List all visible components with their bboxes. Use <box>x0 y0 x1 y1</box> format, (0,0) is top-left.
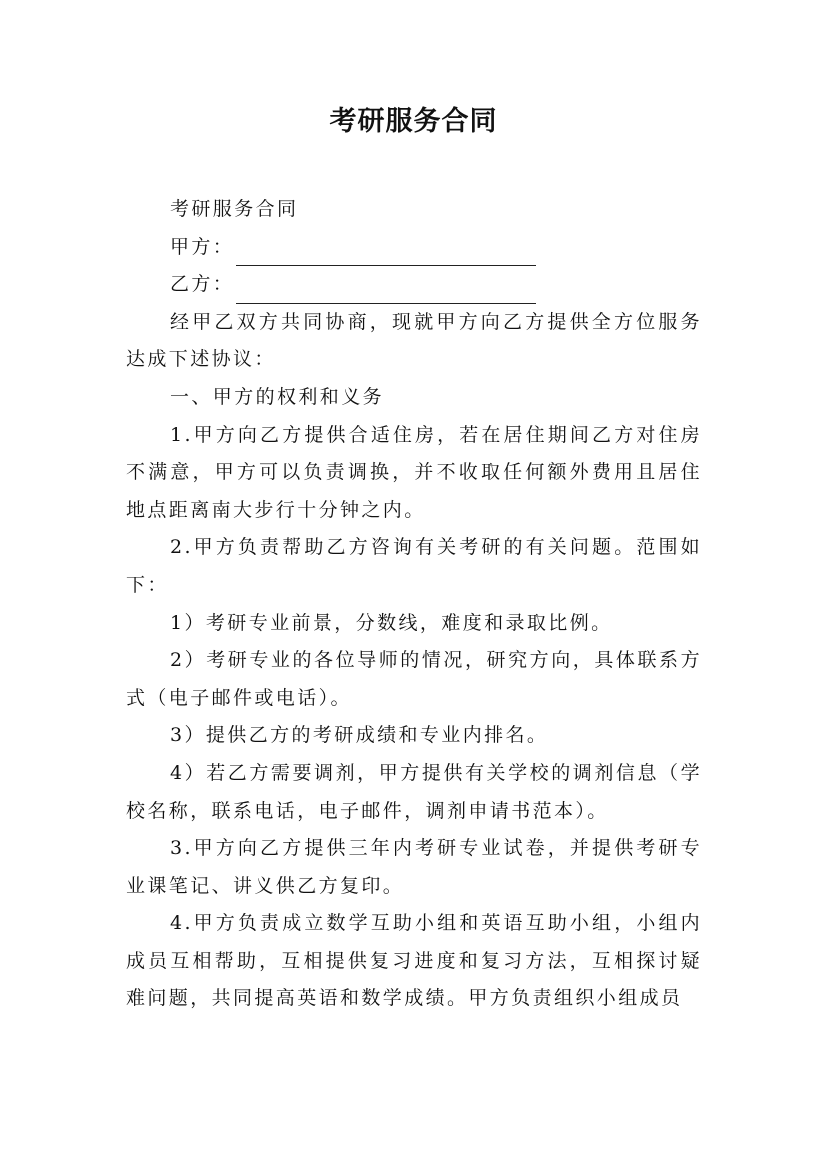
clause-2-item-1: 1）考研专业前景，分数线，难度和录取比例。 <box>170 611 613 634</box>
clause-1: 1.甲方向乙方提供合适住房，若在居住期间乙方对住房不满意，甲方可以负责调换，并不收取任何额外费用且居住地点距离南大步行十分钟之内。 <box>126 423 702 521</box>
document-subtitle: 考研服务合同 <box>170 198 299 220</box>
clause-2: 2.甲方负责帮助乙方咨询有关考研的有关问题。范围如下： <box>126 536 702 596</box>
clause-2-item-2: 2）考研专业的各位导师的情况，研究方向，具体联系方式（电子邮件或电话）。 <box>126 649 702 709</box>
document-title: 考研服务合同 <box>329 106 498 137</box>
clause-2-item-4: 4）若乙方需要调剂，甲方提供有关学校的调剂信息（学校名称，联系电话，电子邮件，调剂申请书范本）。 <box>126 761 702 822</box>
party-a-blank <box>236 239 536 266</box>
party-b-blank <box>236 277 536 304</box>
party-b-line <box>126 266 702 304</box>
party-a-line <box>126 229 702 267</box>
document-body <box>126 191 702 1018</box>
party-a-label: 甲方： <box>170 235 235 258</box>
party-b-label: 乙方： <box>170 273 235 296</box>
clause-3: 3.甲方向乙方提供三年内考研专业试卷，并提供考研专业课笔记、讲义供乙方复印。 <box>126 837 702 897</box>
paragraph-intro: 经甲乙双方共同协商，现就甲方向乙方提供全方位服务达成下述协议： <box>126 310 702 371</box>
clause-2-item-3: 3）提供乙方的考研成绩和专业内排名。 <box>170 724 549 747</box>
section-heading-party-a: 一、甲方的权利和义务 <box>170 385 385 408</box>
clause-4: 4.甲方负责成立数学互助小组和英语互助小组，小组内成员互相帮助，互相提供复习进度和复习方法，互相探讨疑难问题，共同提高英语和数学成绩。甲方负责组织小组成员 <box>126 912 702 1010</box>
